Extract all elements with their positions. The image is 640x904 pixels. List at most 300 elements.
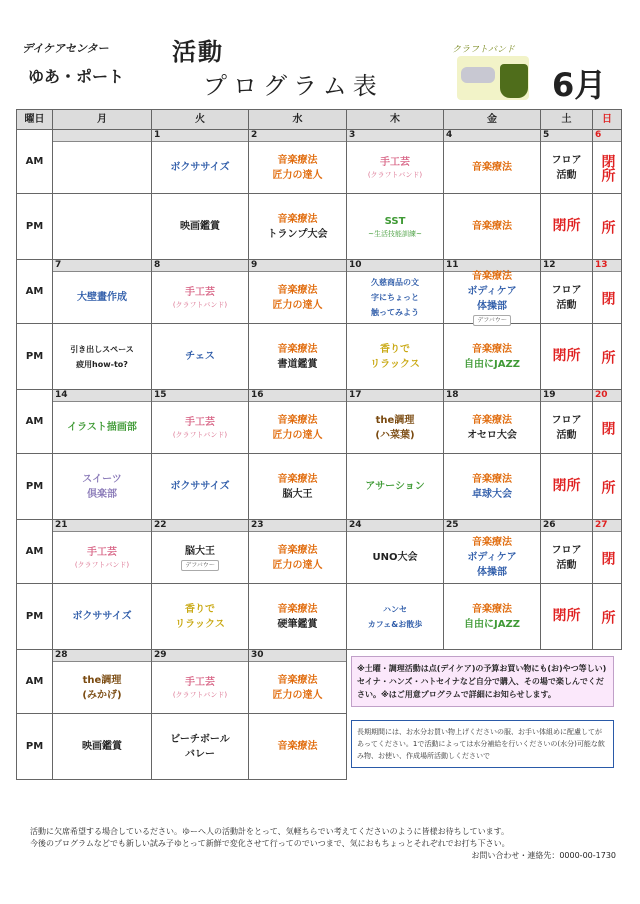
activity	[249, 584, 346, 649]
activity-name: 所	[599, 349, 616, 364]
day-cell	[53, 260, 152, 324]
activity-name: 音楽療法	[277, 674, 318, 686]
activity-name: ハンセ	[383, 604, 407, 614]
activity	[444, 532, 540, 583]
activity-detail: 活動	[556, 169, 577, 181]
activity-detail: ボディケア	[467, 552, 517, 563]
day-cell	[249, 324, 347, 390]
date-number: 16	[249, 390, 346, 402]
day-cell	[593, 130, 622, 194]
activity	[593, 324, 621, 389]
date-number: 26	[541, 520, 592, 532]
activity	[541, 584, 592, 649]
activity-name: 映画鑑賞	[180, 221, 220, 232]
week-1-pm-row	[17, 194, 622, 260]
footer-contact: お問い合わせ・連絡先：0000-00-1730	[471, 851, 616, 860]
activity	[249, 324, 346, 389]
activity-tag: デフバウ～	[181, 560, 219, 571]
date-number: 1	[152, 130, 248, 142]
date-number: 14	[53, 390, 151, 402]
date-number: 13	[593, 260, 621, 272]
date-number: 12	[541, 260, 592, 272]
activity-name: 閉	[599, 420, 616, 435]
day-cell	[347, 260, 444, 324]
activity-name: 所	[599, 479, 616, 494]
week-5-pm-row	[17, 714, 622, 780]
activity-detail: 卓球大会	[472, 488, 512, 500]
org-name-line1: デイケアセンター	[22, 42, 109, 55]
activity	[541, 142, 592, 193]
activity-name: 閉所	[552, 608, 581, 624]
activity-name: 手工芸	[185, 677, 215, 688]
day-cell	[444, 520, 541, 584]
craft-photo-basket	[500, 64, 528, 98]
activity	[53, 532, 151, 583]
activity-detail: 活動	[556, 299, 577, 311]
day-cell	[53, 194, 152, 260]
activity-detail: 匠力の達人	[272, 559, 323, 571]
activity	[444, 194, 540, 259]
activity-detail: 匠力の達人	[272, 169, 323, 181]
title-line1: 活動	[172, 38, 224, 66]
month-label: 6月	[552, 66, 607, 104]
day-cell	[541, 324, 593, 390]
activity	[347, 584, 443, 649]
day-cell	[347, 520, 444, 584]
activity-name: 音楽療法	[277, 213, 318, 225]
date-number: 7	[53, 260, 151, 272]
day-cell	[444, 260, 541, 324]
day-cell	[444, 584, 541, 650]
activity-name: 手工芸	[185, 287, 215, 298]
activity-name: アサーション	[365, 481, 425, 492]
day-cell	[593, 454, 622, 520]
activity-name: the調理	[375, 414, 415, 426]
activity	[152, 194, 248, 259]
day-cell	[347, 324, 444, 390]
activity-detail: 脳大王	[282, 488, 313, 500]
activity-detail: 書道鑑賞	[277, 358, 318, 370]
day-cell	[347, 584, 444, 650]
activity-subtitle: (クラフトバンド)	[172, 431, 228, 439]
day-cell	[347, 194, 444, 260]
activity-name: 閉所	[552, 348, 581, 364]
activity	[249, 662, 346, 713]
activity	[152, 324, 248, 389]
activity-name: フロア	[551, 544, 582, 556]
day-cell	[53, 390, 152, 454]
activity-name: 手工芸	[380, 157, 410, 168]
date-number: 10	[347, 260, 443, 272]
title-line2: プログラム表	[203, 72, 383, 100]
activity	[53, 272, 151, 323]
activity	[152, 142, 248, 193]
activity-detail: 活動	[556, 559, 577, 571]
activity	[347, 532, 443, 583]
activity-name: 閉	[599, 290, 616, 305]
activity-detail: 疲用how-to?	[76, 359, 128, 369]
day-cell	[152, 650, 249, 714]
day-cell	[541, 260, 593, 324]
activity-detail: オセロ大会	[467, 429, 517, 441]
activity	[249, 194, 346, 259]
date-number: 6	[593, 130, 621, 142]
activity	[249, 402, 346, 453]
activity-name: 音楽療法	[277, 154, 318, 166]
activity-name: 音楽療法	[277, 343, 318, 355]
day-cell	[249, 454, 347, 520]
day-cell	[53, 714, 152, 780]
activity-name: 所	[599, 609, 616, 624]
date-number	[53, 130, 151, 142]
activity-name: 音楽療法	[277, 414, 318, 426]
activity-name: 音楽療法	[472, 603, 512, 615]
weekday-header: 金	[444, 110, 541, 130]
activity	[593, 194, 621, 259]
activity	[53, 454, 151, 519]
activity-detail: リラックス	[370, 358, 420, 370]
activity-name: 音楽療法	[277, 284, 318, 296]
slot-label: AM	[17, 520, 53, 584]
activity	[541, 402, 592, 453]
activity-name: チェス	[185, 351, 215, 362]
activity-detail: トランプ大会	[267, 228, 328, 240]
slot-label: PM	[17, 454, 53, 520]
activity	[53, 142, 151, 193]
week-1-am-row	[17, 130, 622, 194]
slot-label: PM	[17, 194, 53, 260]
day-cell	[249, 584, 347, 650]
day-cell	[444, 390, 541, 454]
day-cell	[152, 390, 249, 454]
slot-label: AM	[17, 130, 53, 194]
footer-line: 活動に欠席希望する場合しているださい。ゆーへ人の活動計をとって、気軽ちらでい考えてくださいのように皆様お待ちしています。	[30, 827, 509, 836]
week-3-pm-row	[17, 454, 622, 520]
event-note: ※土曜・調理活動は点(デイケア)の予算お買い物にも(お)やつ等しい)セイナ・ハンズ・ハトセイナなど自分で購入、その場で楽しんでください。※はご用意プログラムで詳細にお知らせします。	[351, 656, 614, 707]
org-name-line2: ゆあ・ポート	[28, 67, 125, 86]
activity-detail: 自由にJAZZ	[464, 358, 520, 370]
slot-label: AM	[17, 390, 53, 454]
activity-name: 音楽療法	[472, 162, 512, 173]
activity-name: 閉	[599, 550, 616, 565]
activity	[249, 532, 346, 583]
date-number: 18	[444, 390, 540, 402]
day-cell	[249, 194, 347, 260]
activity-name: 音楽療法	[472, 221, 512, 232]
activity	[444, 272, 540, 323]
date-number: 27	[593, 520, 621, 532]
activity-name: 音楽療法	[277, 544, 318, 556]
footer-line: 今後のプログラムなどでも新しい試み子ゆとって新鮮で変化させて行ってのでいつまで、気におもちょっとそれぞれでお打ち下さい。	[30, 839, 510, 848]
activity-name: イラスト描画部	[67, 422, 137, 433]
week-3-am-row	[17, 390, 622, 454]
activity	[347, 272, 443, 323]
day-cell	[53, 584, 152, 650]
activity-name: 音楽療法	[277, 473, 318, 485]
activity-detail: バレー	[185, 748, 215, 760]
date-number: 25	[444, 520, 540, 532]
activity-detail: 硬筆鑑賞	[277, 618, 318, 630]
activity-name: ボクササイズ	[170, 481, 230, 492]
activity-name: UNO大会	[372, 552, 418, 563]
date-number: 3	[347, 130, 443, 142]
activity	[152, 454, 248, 519]
activity-name: ボクササイズ	[72, 611, 132, 622]
activity	[593, 272, 621, 323]
date-number: 17	[347, 390, 443, 402]
activity-name: 香りで	[380, 343, 410, 355]
activity	[152, 272, 248, 323]
activity-name: 音楽療法	[472, 414, 512, 426]
date-number: 9	[249, 260, 346, 272]
day-cell	[249, 390, 347, 454]
date-number: 28	[53, 650, 151, 662]
activity	[249, 272, 346, 323]
activity-name: 音楽療法	[472, 473, 512, 485]
activity-name: 久慈商品の文	[371, 278, 419, 287]
activity	[444, 402, 540, 453]
day-cell	[53, 520, 152, 584]
activity	[593, 454, 621, 519]
activity	[593, 584, 621, 649]
activity-name: 閉所	[599, 153, 616, 182]
activity	[444, 454, 540, 519]
weekday-header: 火	[152, 110, 249, 130]
note-box-am	[347, 650, 622, 714]
activity	[444, 142, 540, 193]
date-number: 2	[249, 130, 346, 142]
activity-name: 手工芸	[185, 417, 215, 428]
activity	[152, 532, 248, 583]
activity	[53, 194, 151, 259]
activity-subtitle: (クラフトバンド)	[172, 301, 228, 309]
day-cell	[152, 324, 249, 390]
day-cell	[593, 584, 622, 650]
day-cell	[249, 714, 347, 780]
activity	[53, 324, 151, 389]
slot-label: PM	[17, 584, 53, 650]
activity	[152, 714, 248, 779]
activity	[347, 324, 443, 389]
weekday-header: 土	[541, 110, 593, 130]
activity	[347, 454, 443, 519]
activity-detail: 倶楽部	[87, 488, 117, 500]
activity	[444, 584, 540, 649]
activity-name: 映画鑑賞	[82, 741, 122, 752]
activity	[249, 142, 346, 193]
day-cell	[347, 454, 444, 520]
activity-name: フロア	[551, 414, 582, 426]
activity-detail: 匠力の達人	[272, 689, 323, 701]
activity	[541, 532, 592, 583]
activity-name: スイーツ	[82, 473, 122, 485]
weekday-header: 月	[53, 110, 152, 130]
weekday-header: 木	[347, 110, 444, 130]
day-cell	[53, 324, 152, 390]
slot-label: PM	[17, 324, 53, 390]
date-number: 21	[53, 520, 151, 532]
note-box-pm	[347, 714, 622, 780]
activity-name: フロア	[551, 284, 582, 296]
activity	[541, 454, 592, 519]
activity-detail: 触ってみよう	[371, 308, 419, 317]
weekday-header: 日	[593, 110, 622, 130]
day-cell	[152, 194, 249, 260]
footer-notes	[30, 826, 630, 862]
week-4-am-row	[17, 520, 622, 584]
activity-subtitle: (クラフトバンド)	[74, 561, 130, 569]
slot-label: AM	[17, 260, 53, 324]
activity	[347, 402, 443, 453]
day-cell	[444, 130, 541, 194]
date-number: 22	[152, 520, 248, 532]
activity	[53, 662, 151, 713]
day-cell	[152, 454, 249, 520]
date-number: 8	[152, 260, 248, 272]
date-number: 15	[152, 390, 248, 402]
day-cell	[347, 390, 444, 454]
activity-detail: (ハ菜葉)	[375, 429, 415, 441]
day-cell	[249, 260, 347, 324]
schedule-table	[16, 109, 622, 780]
activity	[53, 714, 151, 779]
date-number: 11	[444, 260, 540, 272]
activity-name: 引き出しスペース	[70, 344, 134, 354]
day-cell	[444, 194, 541, 260]
activity-name: 音楽療法	[472, 537, 512, 548]
activity-name: 香りで	[185, 603, 215, 615]
heat-note: 長期期間には、お水分お買い物上げくださいの服、お手い体組めに配慮してがあってください。1で活動によっては水分補給を行いくださいの(水分)可能な飲み物、お使い、作成場所活動しくださいで	[351, 720, 614, 768]
day-cell	[593, 260, 622, 324]
activity	[53, 402, 151, 453]
activity	[152, 402, 248, 453]
activity-name: 音楽療法	[472, 270, 512, 282]
activity	[593, 532, 621, 583]
activity-detail: 活動	[556, 429, 577, 441]
activity-name: 手工芸	[87, 547, 117, 558]
slot-label: PM	[17, 714, 53, 780]
day-cell	[53, 454, 152, 520]
activity-name: 大壁畫作成	[77, 292, 127, 303]
day-cell	[152, 260, 249, 324]
activity	[249, 714, 346, 779]
slot-label: AM	[17, 650, 53, 714]
day-cell	[53, 650, 152, 714]
activity-detail: 体操部	[477, 300, 507, 312]
day-cell	[593, 520, 622, 584]
activity-subtitle: (クラフトバンド)	[367, 171, 423, 179]
activity-detail: リラックス	[175, 618, 225, 630]
activity-name: 閉所	[552, 478, 581, 494]
activity	[541, 194, 592, 259]
page-header	[0, 0, 640, 108]
day-cell	[541, 520, 593, 584]
activity-detail: ボディケア	[467, 285, 517, 297]
date-number: 30	[249, 650, 346, 662]
week-4-pm-row	[17, 584, 622, 650]
activity-detail: 体操部	[477, 567, 507, 578]
day-cell	[152, 130, 249, 194]
day-cell	[541, 194, 593, 260]
activity-detail: (みかげ)	[82, 689, 122, 701]
date-number: 23	[249, 520, 346, 532]
craft-photo-caption: クラフトバンド	[452, 45, 515, 55]
date-number: 19	[541, 390, 592, 402]
day-cell	[249, 650, 347, 714]
activity	[347, 194, 443, 259]
activity-tag: デフバウ～	[473, 315, 511, 326]
activity-detail: カフェ&お散歩	[367, 619, 423, 629]
activity-name: the調理	[82, 674, 122, 686]
week-2-am-row	[17, 260, 622, 324]
day-cell	[152, 520, 249, 584]
activity-name: 閉所	[552, 218, 581, 234]
activity-detail: 字にちょっと	[371, 293, 419, 302]
craft-photo-sponge	[461, 67, 495, 83]
activity-subtitle: ~生活技能訓練~	[368, 230, 422, 238]
weekday-header: 水	[249, 110, 347, 130]
activity-subtitle: (クラフトバンド)	[172, 691, 228, 699]
day-cell	[541, 584, 593, 650]
activity	[347, 142, 443, 193]
activity-detail: 匠力の達人	[272, 299, 323, 311]
activity-name: SST	[384, 216, 406, 227]
day-cell	[249, 130, 347, 194]
day-cell	[593, 324, 622, 390]
day-cell	[152, 714, 249, 780]
day-cell	[541, 390, 593, 454]
date-number: 20	[593, 390, 621, 402]
activity	[593, 402, 621, 453]
activity	[444, 324, 540, 389]
day-cell	[53, 130, 152, 194]
activity-name: 脳大王	[185, 545, 215, 557]
activity	[593, 142, 621, 193]
activity-name: ボクササイズ	[170, 162, 230, 173]
activity	[152, 662, 248, 713]
activity-name: 音楽療法	[472, 343, 512, 355]
day-cell	[152, 584, 249, 650]
activity	[541, 324, 592, 389]
day-cell	[541, 454, 593, 520]
activity-name: 音楽療法	[277, 741, 318, 752]
weekday-header: 曜日	[17, 110, 53, 130]
date-number: 4	[444, 130, 540, 142]
day-cell	[444, 324, 541, 390]
date-number: 29	[152, 650, 248, 662]
week-2-pm-row	[17, 324, 622, 390]
activity	[152, 584, 248, 649]
activity	[249, 454, 346, 519]
activity-name: 音楽療法	[277, 603, 318, 615]
day-cell	[249, 520, 347, 584]
activity-detail: 自由にJAZZ	[464, 618, 520, 630]
activity-detail: 匠力の達人	[272, 429, 323, 441]
day-cell	[541, 130, 593, 194]
day-cell	[347, 130, 444, 194]
date-number: 24	[347, 520, 443, 532]
activity-name: 所	[599, 219, 616, 234]
day-cell	[593, 390, 622, 454]
weekday-header-row	[17, 110, 622, 130]
activity-name: フロア	[551, 154, 582, 166]
date-number: 5	[541, 130, 592, 142]
activity	[53, 584, 151, 649]
week-5-am-row	[17, 650, 622, 714]
activity-name: ビーチボール	[170, 733, 230, 745]
day-cell	[593, 194, 622, 260]
activity	[541, 272, 592, 323]
